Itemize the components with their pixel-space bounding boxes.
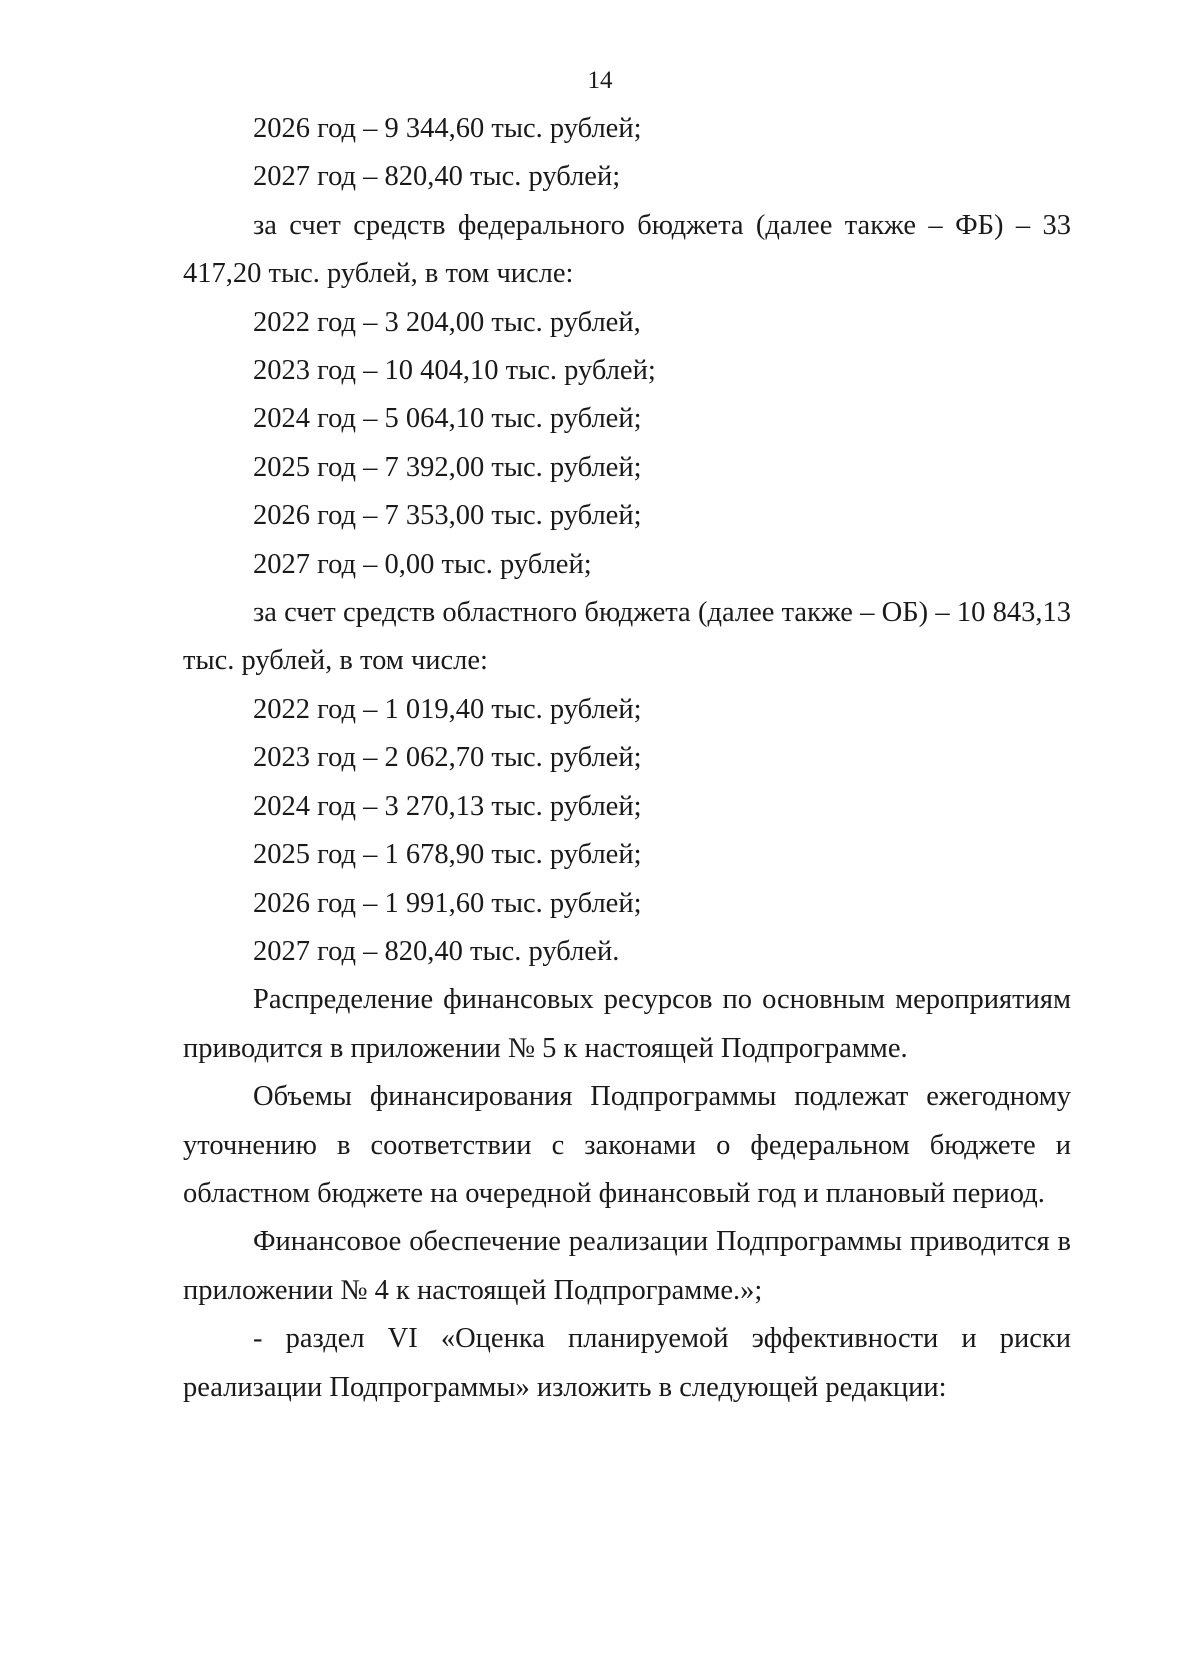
federal-year-line: 2022 год – 3 204,00 тыс. рублей, — [253, 306, 641, 338]
federal-budget-intro: за счет средств федерального бюджета (далее также – ФБ) – 33 417,20 тыс. рублей, в том числе: — [183, 209, 1071, 290]
volumes-paragraph: Объемы финансирования Подпрограммы подлежат ежегодному уточнению в соответствии с законами о федеральном бюджете и областном бюджете на очередной финансовый год и плановый период. — [183, 1081, 1071, 1209]
regional-year-line: 2024 год – 3 270,13 тыс. рублей; — [253, 790, 642, 822]
regional-budget-intro: за счет средств областного бюджета (далее также – ОБ) – 10 843,13 тыс. рублей, в том числе: — [183, 597, 1071, 677]
regional-year-line: 2027 год – 820,40 тыс. рублей. — [253, 935, 620, 967]
year-line: 2027 год – 820,40 тыс. рублей; — [253, 161, 621, 193]
section-vi-paragraph: - раздел VI «Оценка планируемой эффективности и риски реализации Подпрограммы» изложить в следующей редакции: — [183, 1323, 1071, 1403]
document-body — [183, 105, 1071, 1412]
regional-year-line: 2022 год – 1 019,40 тыс. рублей; — [253, 693, 642, 725]
federal-year-line: 2025 год – 7 392,00 тыс. рублей; — [253, 451, 642, 483]
regional-year-line: 2026 год – 1 991,60 тыс. рублей; — [253, 887, 642, 919]
federal-year-line: 2026 год – 7 353,00 тыс. рублей; — [253, 500, 642, 532]
regional-year-line: 2025 год – 1 678,90 тыс. рублей; — [253, 839, 642, 871]
year-line: 2026 год – 9 344,60 тыс. рублей; — [253, 113, 642, 144]
page-number: 14 — [587, 67, 613, 94]
regional-year-line: 2023 год – 2 062,70 тыс. рублей; — [253, 742, 642, 774]
financial-support-paragraph: Финансовое обеспечение реализации Подпрограммы приводится в приложении № 4 к настоящей Подпрограмме.»; — [183, 1226, 1071, 1306]
distribution-paragraph: Распределение финансовых ресурсов по основным мероприятиям приводится в приложении № 5 к настоящей Подпрограмме. — [183, 984, 1071, 1064]
federal-year-line: 2024 год – 5 064,10 тыс. рублей; — [253, 403, 642, 435]
federal-year-line: 2027 год – 0,00 тыс. рублей; — [253, 548, 592, 580]
federal-year-line: 2023 год – 10 404,10 тыс. рублей; — [253, 355, 656, 387]
